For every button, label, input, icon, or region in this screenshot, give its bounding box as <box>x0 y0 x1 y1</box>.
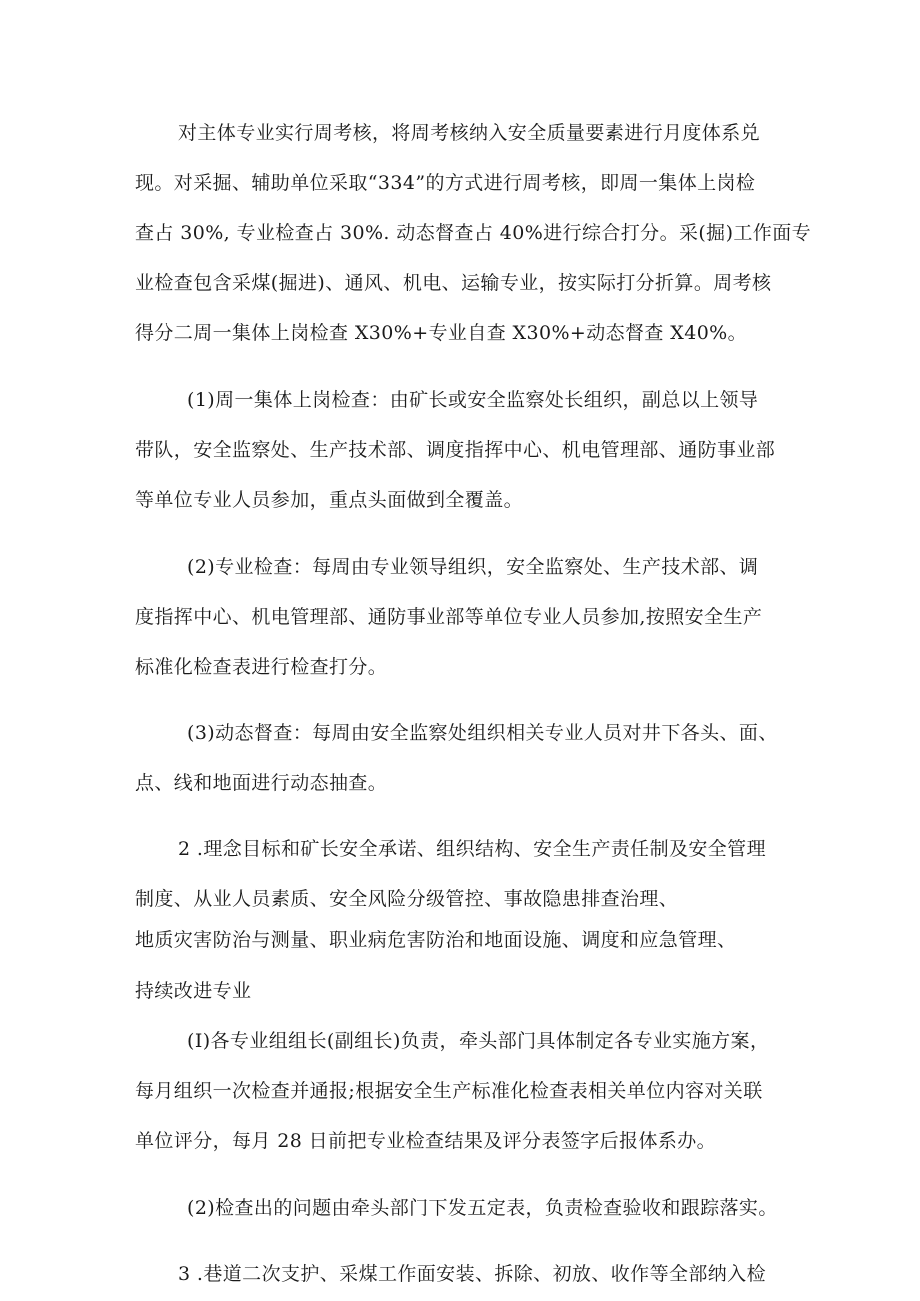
text-line-18: (I)各专业组组长(副组长)负责，牵头部门具体制定各专业实施方案， <box>187 1030 770 1052</box>
text-line-13: 点、线和地面进行动态抽查。 <box>135 772 388 794</box>
text-line-8: 等单位专业人员参加，重点头面做到全覆盖。 <box>135 489 524 511</box>
text-line-14: 2 .理念目标和矿长安全承诺、组织结构、安全生产责任制及安全管理 <box>178 838 766 860</box>
text-line-20: 单位评分，每月 28 日前把专业检查结果及评分表签字后报体系办。 <box>135 1130 717 1152</box>
text-line-22: 3 .巷道二次支护、采煤工作面安装、拆除、初放、收作等全部纳入检 <box>178 1263 766 1285</box>
text-line-16: 地质灾害防治与测量、职业病危害防治和地面设施、调度和应急管理、 <box>135 929 737 951</box>
text-line-7: 带队，安全监察处、生产技术部、调度指挥中心、机电管理部、通防事业部 <box>135 439 776 461</box>
text-line-3: 查占 30%, 专业检查占 30%. 动态督查占 40%进行综合打分。采(掘)工作面专 <box>135 222 811 244</box>
text-line-4: 业检查包含采煤(掘进)、通风、机电、运输专业，按实际打分折算。周考核 <box>135 272 772 294</box>
text-line-10: 度指挥中心、机电管理部、通防事业部等单位专业人员参加,按照安全生产 <box>135 606 763 628</box>
text-line-9: (2)专业检查：每周由专业领导组织，安全监察处、生产技术部、调 <box>187 556 759 578</box>
text-line-11: 标准化检查表进行检查打分。 <box>135 656 388 678</box>
text-line-5: 得分二周一集体上岗检查 X30%+专业自查 X30%+动态督查 X40%。 <box>135 322 748 344</box>
text-line-15: 制度、从业人员素质、安全风险分级管控、事故隐患排查治理、 <box>135 888 679 910</box>
text-line-17: 持续改进专业 <box>135 980 252 1002</box>
text-line-21: (2)检查出的问题由牵头部门下发五定表，负责检查验收和跟踪落实。 <box>187 1197 778 1219</box>
text-line-2: 现。对采掘、辅助单位采取“334”的方式进行周考核，即周一集体上岗检 <box>135 172 756 194</box>
text-line-1: 对主体专业实行周考核，将周考核纳入安全质量要素进行月度体系兑 <box>178 122 761 144</box>
text-line-12: (3)动态督查：每周由安全监察处组织相关专业人员对井下各头、面、 <box>187 722 778 744</box>
text-line-6: (1)周一集体上岗检查：由矿长或安全监察处长组织，副总以上领导 <box>187 389 759 411</box>
text-line-19: 每月组织一次检查并通报;根据安全生产标准化检查表相关单位内容对关联 <box>135 1080 763 1102</box>
